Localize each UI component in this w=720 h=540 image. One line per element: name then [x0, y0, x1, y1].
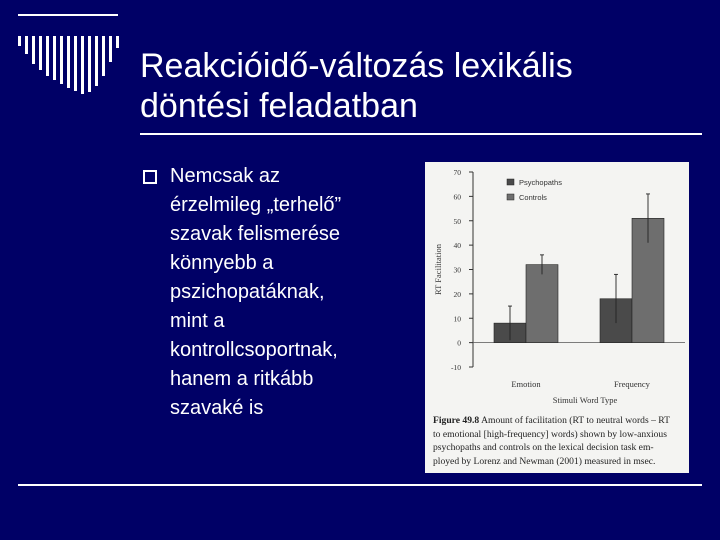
corner-stripes-decoration — [0, 0, 140, 100]
figure-caption — [433, 414, 685, 468]
legend-swatch-psychopaths — [507, 179, 514, 185]
figure-caption-text: Amount of facilitation (RT to neutral words – RT to emotional [high-frequency] words) shown by low-anxious psychopaths and controls on the lexical decision task em- ployed by Lorenz and Newman (2001) measured in msec. — [433, 415, 670, 467]
title-underline — [140, 133, 702, 135]
y-tick-label: 0 — [457, 338, 461, 348]
footer-rule — [18, 484, 702, 486]
bar-chart — [425, 162, 689, 412]
bullet-text: Nemcsak az érzelmileg „terhelő” szavak felismerése könnyebb a pszichopatáknak, mint a kontrollcsoportnak, hanem a ritkább szavaké is — [170, 165, 342, 419]
hollow-square-bullet-icon — [143, 170, 157, 184]
y-tick-label: 50 — [453, 216, 461, 226]
y-tick-label: 30 — [453, 265, 461, 275]
figure-caption-label: Figure 49.8 — [433, 415, 480, 426]
y-tick-label: 70 — [453, 168, 461, 177]
legend-swatch-controls — [507, 194, 514, 200]
x-axis-label: Stimuli Word Type — [552, 395, 618, 405]
y-tick-label: 20 — [453, 289, 461, 299]
legend-label-controls: Controls — [519, 193, 547, 202]
x-tick-label: Emotion — [511, 379, 541, 389]
slide-title-line-2: döntési feladatban — [140, 87, 418, 125]
slide-title-line-1: Reakcióidő-változás lexikális — [140, 47, 573, 85]
y-axis-label: RT Facilitation — [433, 243, 443, 296]
y-tick-label: 10 — [453, 314, 461, 324]
y-tick-label: -10 — [451, 363, 461, 372]
figure-image — [425, 162, 689, 473]
bar-emotion-controls — [526, 265, 558, 343]
y-tick-label: 40 — [453, 241, 461, 251]
x-tick-label: Frequency — [614, 379, 650, 389]
slide-title — [140, 46, 700, 126]
y-tick-label: 60 — [453, 192, 461, 202]
legend-label-psychopaths: Psychopaths — [519, 178, 562, 187]
